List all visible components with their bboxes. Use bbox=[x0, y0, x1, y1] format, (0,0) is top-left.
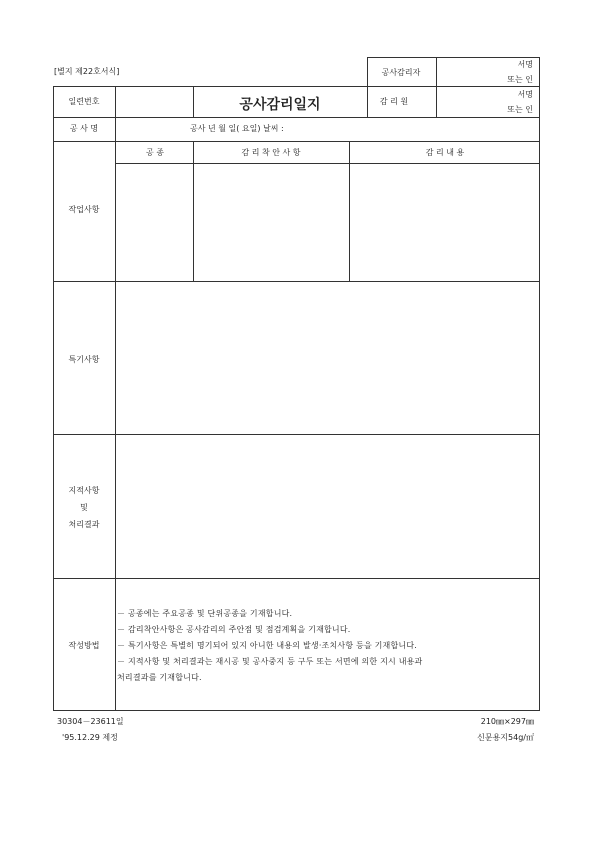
form-number-label: [별지 제22호서식] bbox=[54, 67, 120, 76]
rule bbox=[539, 57, 540, 711]
sign-label: 서명 bbox=[517, 90, 533, 99]
instruction-line: － 공종에는 주요공종 및 단위공종을 기재합니다. bbox=[117, 609, 293, 618]
rule bbox=[53, 578, 540, 579]
paper-type: 신문용지54g/㎡ bbox=[477, 733, 534, 742]
inspector-label: 감 리 원 bbox=[379, 97, 409, 106]
rule bbox=[53, 281, 540, 282]
rule bbox=[115, 117, 116, 141]
seal-label: 또는 인 bbox=[507, 105, 533, 114]
rule bbox=[193, 86, 194, 117]
rule bbox=[193, 141, 194, 281]
column-header-work-type: 공 종 bbox=[146, 148, 164, 157]
rule bbox=[349, 141, 350, 281]
instruction-line: － 특기사항은 특별히 명기되어 있지 아니한 내용의 발생·조치사항 등을 기재합니다. bbox=[117, 641, 417, 650]
sign-label: 서명 bbox=[517, 60, 533, 69]
rule bbox=[367, 57, 368, 117]
special-notes-label: 특기사항 bbox=[68, 355, 100, 364]
project-name-label: 공 사 명 bbox=[69, 124, 99, 133]
paper-size: 210㎜×297㎜ bbox=[480, 717, 534, 726]
supervisor-label: 공사감리자 bbox=[381, 68, 421, 77]
instruction-line: 처리결과를 기재합니다. bbox=[117, 673, 202, 682]
rule bbox=[53, 117, 540, 118]
rule bbox=[115, 86, 116, 117]
date-weather-line: 공사 년 월 일( 요일) 날씨 : bbox=[190, 124, 284, 133]
writing-method-label: 작성방법 bbox=[68, 641, 100, 650]
work-items-label: 작업사항 bbox=[68, 205, 100, 214]
findings-label: 및 bbox=[80, 503, 88, 512]
column-header-supervision-content: 감 리 내 용 bbox=[425, 148, 465, 157]
findings-label: 처리결과 bbox=[68, 520, 100, 529]
rule bbox=[53, 434, 540, 435]
rule bbox=[53, 86, 54, 711]
rule bbox=[436, 57, 437, 117]
rule bbox=[53, 86, 540, 87]
page-title: 공사감리일지 bbox=[239, 97, 321, 113]
findings-label: 지적사항 bbox=[68, 486, 100, 495]
rule bbox=[115, 163, 540, 164]
enacted-date: '95.12.29 제정 bbox=[62, 733, 118, 742]
form-code: 30304－23611일 bbox=[57, 717, 124, 726]
instruction-line: － 감리착안사항은 공사감리의 주안점 및 점검계획을 기재합니다. bbox=[117, 625, 351, 634]
column-header-supervision-points: 감 리 착 안 사 항 bbox=[241, 148, 301, 157]
rule bbox=[115, 141, 116, 710]
serial-number-label: 일련번호 bbox=[68, 97, 100, 106]
instruction-line: － 지적사항 및 처리결과는 재시공 및 공사중지 등 구두 또는 서면에 의한 지시 내용과 bbox=[117, 657, 423, 666]
rule bbox=[53, 141, 540, 142]
seal-label: 또는 인 bbox=[507, 75, 533, 84]
rule bbox=[53, 710, 540, 711]
rule bbox=[367, 57, 540, 58]
